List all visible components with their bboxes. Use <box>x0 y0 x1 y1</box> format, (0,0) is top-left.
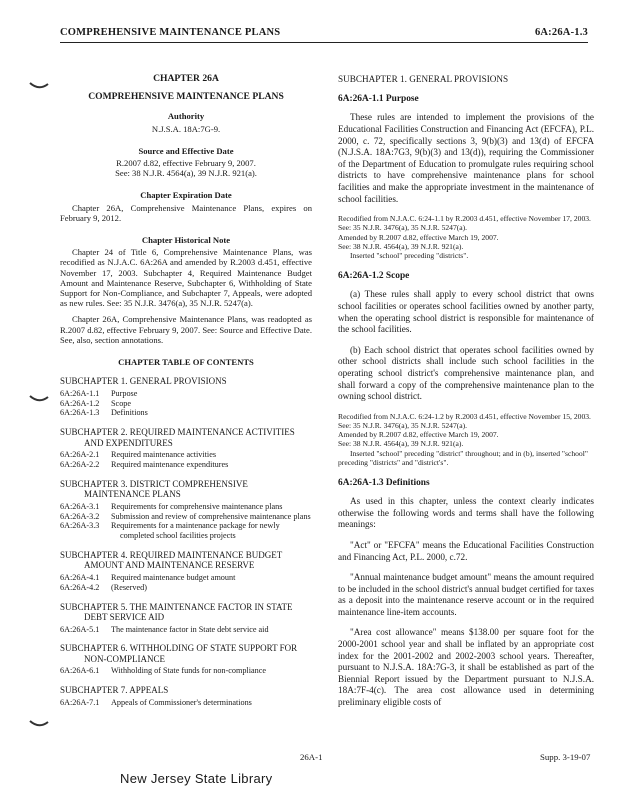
toc-entry[interactable] <box>60 460 312 470</box>
toc-entry-number: 6A:26A-6.1 <box>60 666 100 676</box>
toc-subchapter <box>60 643 312 676</box>
source-heading: Source and Effective Date <box>138 145 234 156</box>
history-line: See: 35 N.J.R. 3476(a), 35 N.J.R. 5247(a). <box>338 420 468 430</box>
library-stamp: New Jersey State Library <box>120 771 273 786</box>
authority-heading: Authority <box>167 111 205 122</box>
toc-entry-title: The maintenance factor in State debt service aid <box>111 624 269 634</box>
toc-entry-number: 6A:26A-3.3 <box>60 521 100 531</box>
history-line: Recodified from N.J.A.C. 6:24-1.1 by R.2003 d.451, effective November 17, 2003. <box>338 214 591 224</box>
section-body: These rules are intended to implement the provisions of the Educational Facilities Construction and Financing Act (EFCFA), P.L. 2000, c. 72, specifically sections 3, 9(b)(3) and 13(d) of EFCFA (N.J.S.A. 18A:7G3, 9(b)(3) and 13(d)), requiring the Commissioner of the Department of Education to promulgate rules requiring school districts to have comprehensive maintenance plans for school facilities and make the appropriate investment in the maintenance of school facilities. <box>338 112 594 204</box>
toc-subchapter-title: SUBCHAPTER 1. GENERAL PROVISIONS <box>60 376 227 387</box>
toc-entry-title: Requirements for a maintenance package for newly completed school facilities projects <box>111 521 280 541</box>
toc-entry-number: 6A:26A-3.2 <box>60 511 100 521</box>
section-heading-definitions: 6A:26A-1.3 Definitions <box>338 477 430 488</box>
toc-entry-number: 6A:26A-1.3 <box>60 408 100 418</box>
page-number: 26A-1 <box>300 752 323 762</box>
section-history <box>338 412 594 467</box>
history-heading: Chapter Historical Note <box>141 235 231 246</box>
toc-entry-title: Required maintenance budget amount <box>111 572 236 582</box>
source-line: See: 38 N.J.R. 4564(a), 39 N.J.R. 921(a). <box>115 168 257 179</box>
header-title: COMPREHENSIVE MAINTENANCE PLANS <box>60 27 281 38</box>
history-line: Amended by R.2007 d.82, effective March 19, 2007. <box>338 430 499 440</box>
toc-heading: CHAPTER TABLE OF CONTENTS <box>118 357 254 368</box>
binder-hole-icon <box>28 393 50 405</box>
source-line: R.2007 d.82, effective February 9, 2007. <box>116 158 256 169</box>
subchapter-heading: SUBCHAPTER 1. GENERAL PROVISIONS <box>338 74 509 84</box>
toc-subchapter-title: SUBCHAPTER 6. WITHHOLDING OF STATE SUPPORT FOR NON-COMPLIANCE <box>60 643 298 664</box>
toc-entry-number: 6A:26A-2.1 <box>60 450 100 460</box>
toc-entry-title: (Reserved) <box>111 582 147 592</box>
history-paragraph: Chapter 24 of Title 6, Comprehensive Maintenance Plans, was recodified as N.J.A.C. 6A:26A and amended by R.2003 d.451, effective November 17, 2003. Subchapter 4, Required Maintenance Budget Amount and Maintenance Reserve, Subchapter 6, Withholding of State Support for Non-Compliance, and Subchapter 7, Appeals, were adopted as new rules. See: 35 N.J.R. 3476(a), 35 N.J.R. 5247(a). <box>60 247 312 309</box>
toc-subchapter <box>60 427 312 470</box>
toc-subchapter <box>60 602 312 635</box>
toc-entry[interactable] <box>60 583 312 593</box>
toc-subchapter <box>60 685 312 707</box>
toc-entry[interactable] <box>60 625 312 635</box>
section-heading-scope: 6A:26A-1.2 Scope <box>338 271 410 282</box>
toc-entry-number: 6A:26A-1.2 <box>60 398 100 408</box>
left-column <box>60 74 312 707</box>
chapter-number: CHAPTER 26A <box>153 73 219 84</box>
toc-entry-number: 6A:26A-3.1 <box>60 501 100 511</box>
toc-entry-number: 6A:26A-7.1 <box>60 697 100 707</box>
history-line: Amended by R.2007 d.82, effective March 19, 2007. <box>338 232 499 242</box>
toc-entry[interactable] <box>60 573 312 583</box>
toc-subchapter-title: SUBCHAPTER 2. REQUIRED MAINTENANCE ACTIVITIES AND EXPENDITURES <box>60 427 295 448</box>
expiration-heading: Chapter Expiration Date <box>140 190 232 201</box>
section-history <box>338 214 594 260</box>
history-line: See: 35 N.J.R. 3476(a), 35 N.J.R. 5247(a). <box>338 223 468 233</box>
toc-entry[interactable] <box>60 698 312 708</box>
authority-text: N.J.S.A. 18A:7G-9. <box>151 123 221 134</box>
toc-entry-number: 6A:26A-4.1 <box>60 572 100 582</box>
running-header <box>60 26 588 43</box>
section-body: (b) Each school district that operates school facilities owned by other school districts shall include such school facilities in the operating school district's comprehensive maintenance plan, and shall forward a copy of the comprehensive maintenance plan to the owning school district. <box>338 344 594 402</box>
toc-entry-title: Required maintenance expenditures <box>111 459 229 469</box>
toc-entry[interactable] <box>60 408 312 418</box>
toc-entry-number: 6A:26A-2.2 <box>60 459 100 469</box>
binder-hole-icon <box>28 718 50 730</box>
toc-entry-title: Required maintenance activities <box>111 450 217 460</box>
section-heading-purpose: 6A:26A-1.1 Purpose <box>338 94 419 105</box>
history-line: Inserted "school" preceding "districts". <box>350 250 469 260</box>
toc-entry[interactable] <box>60 450 312 460</box>
history-line: See: 38 N.J.R. 4564(a), 39 N.J.R. 921(a). <box>338 241 464 251</box>
toc-entry-title: Submission and review of comprehensive maintenance plans <box>111 511 311 521</box>
expiration-text: Chapter 26A, Comprehensive Maintenance Plans, expires on February 9, 2012. <box>60 202 312 223</box>
toc-entry[interactable] <box>60 512 312 522</box>
toc-subchapter <box>60 376 312 418</box>
right-column <box>338 74 594 718</box>
toc-entry[interactable] <box>60 666 312 676</box>
supplement-date: Supp. 3-19-07 <box>540 752 591 762</box>
history-line: See: 38 N.J.R. 4564(a), 39 N.J.R. 921(a). <box>338 439 464 449</box>
toc-entry-number: 6A:26A-1.1 <box>60 388 100 398</box>
toc-entry-number: 6A:26A-5.1 <box>60 624 100 634</box>
header-section: 6A:26A-1.3 <box>534 27 588 38</box>
toc-entry[interactable] <box>60 521 312 541</box>
toc-subchapter <box>60 550 312 593</box>
toc-entry-title: Purpose <box>111 388 138 398</box>
toc-subchapter-title: SUBCHAPTER 7. APPEALS <box>60 685 169 696</box>
toc-entry-number: 6A:26A-4.2 <box>60 582 100 592</box>
section-body: As used in this chapter, unless the context clearly indicates otherwise the following words and terms shall have the following meanings: <box>338 496 594 530</box>
history-line: Inserted "school" preceding "district" throughout; and in (b), inserted "school" preceding "districts" and "district's". <box>338 448 588 467</box>
toc-subchapter-title: SUBCHAPTER 3. DISTRICT COMPREHENSIVE MAINTENANCE PLANS <box>60 478 248 500</box>
history-paragraph: Chapter 26A, Comprehensive Maintenance Plans, was readopted as R.2007 d.82, effective February 9, 2007. See: Source and Effective Date. See, also, section annotations. <box>60 314 312 345</box>
toc-entry[interactable] <box>60 399 312 409</box>
binder-hole-icon <box>28 80 50 92</box>
toc-entry-title: Withholding of State funds for non-compliance <box>111 666 266 676</box>
definition-act: "Act" or "EFCFA" means the Educational Facilities Construction and Financing Act, P.L. 2000, c.72. <box>338 539 594 562</box>
definition-area-cost: "Area cost allowance" means $138.00 per square foot for the 2000-2001 school year and shall be inflated by an appropriate cost index for the 2001-2002 and 2002-2003 school years. Thereafter, pursuant to N.J.S.A. 18A:7G-3, it shall be established as part of the Biennial Report issued by the Department pursuant to N.J.S.A. 18A:7F-4(c). The area cost allowance used in determining preliminary eligible costs of <box>338 627 594 708</box>
toc-entry[interactable] <box>60 389 312 399</box>
toc-subchapter-title: SUBCHAPTER 4. REQUIRED MAINTENANCE BUDGET AMOUNT AND MAINTENANCE RESERVE <box>60 549 283 571</box>
toc-subchapter <box>60 479 312 541</box>
toc-entry-title: Appeals of Commissioner's determinations <box>111 697 252 707</box>
toc-subchapter-title: SUBCHAPTER 5. THE MAINTENANCE FACTOR IN STATE DEBT SERVICE AID <box>60 601 293 623</box>
history-line: Recodified from N.J.A.C. 6:24-1.2 by R.2003 d.451, effective November 15, 2003. <box>338 411 591 421</box>
toc-entry-title: Scope <box>111 398 132 408</box>
chapter-name: COMPREHENSIVE MAINTENANCE PLANS <box>88 91 284 103</box>
toc-entry-title: Definitions <box>111 408 148 418</box>
definition-annual-budget: "Annual maintenance budget amount" means the amount required to be included in the school district's annual budget certified for taxes as a deposit into the maintenance reserve account or in the required maintenance line-item accounts. <box>338 572 594 617</box>
toc-entry[interactable] <box>60 502 312 512</box>
toc-entry-title: Requirements for comprehensive maintenance plans <box>111 501 283 511</box>
section-body: (a) These rules shall apply to every school district that owns school facilities or operates school facilities owned by another party, when the operating school district is responsible for maintenance of the school facilities. <box>338 289 594 335</box>
